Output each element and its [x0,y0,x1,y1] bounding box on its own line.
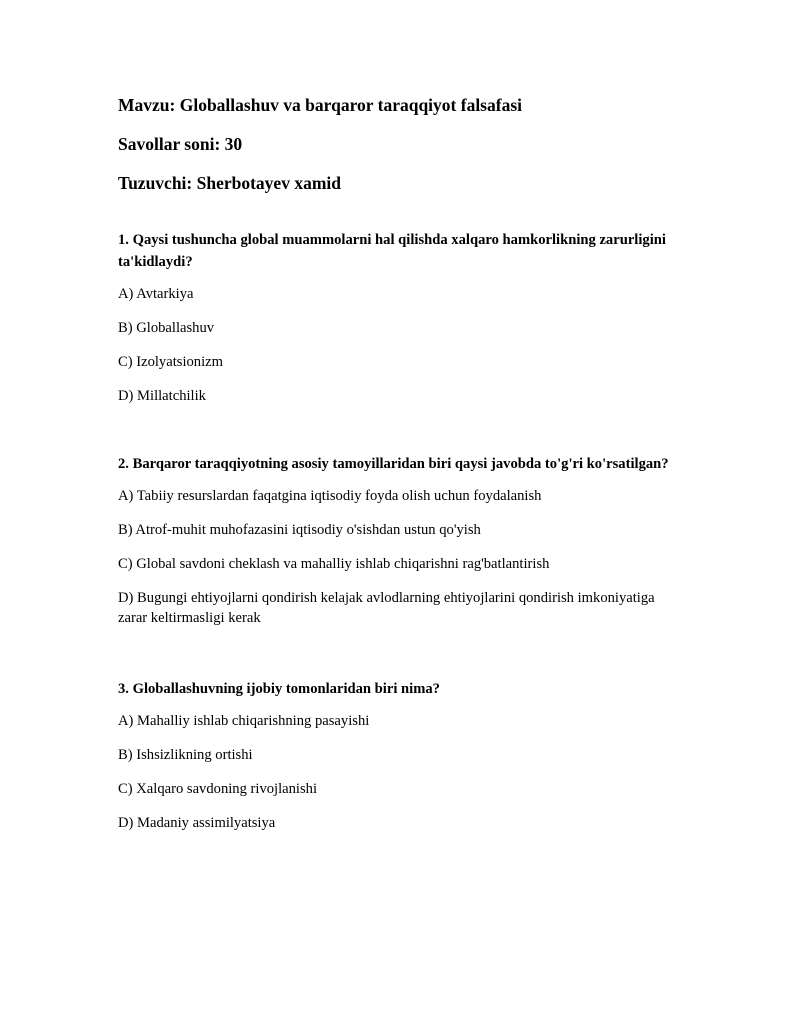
question-3 [118,678,678,833]
answer-option-c: C) Izolyatsionizm [118,354,223,370]
question-text: 1. Qaysi tushuncha global muammolarni hal qilishda xalqaro hamkorlikning zarurligini ta'kidlaydi? [118,232,666,270]
answer-option-d: D) Millatchilik [118,388,206,404]
question-2 [118,453,678,628]
answer-option-d: D) Bugungi ehtiyojlarni qondirish kelajak avlodlarning ehtiyojlarini qondirish imkoniyatiga zarar keltirmasligi kerak [118,590,655,626]
answer-option-a: A) Tabiiy resurslardan faqatgina iqtisodiy foyda olish uchun foydalanish [118,488,542,504]
answer-option-c: C) Xalqaro savdoning rivojlanishi [118,781,318,797]
answer-option-a: A) Mahalliy ishlab chiqarishning pasayishi [118,713,370,729]
answer-option-b: B) Atrof-muhit muhofazasini iqtisodiy o'sishdan ustun qo'yish [118,522,481,538]
answer-option-c: C) Global savdoni cheklash va mahalliy ishlab chiqarishni rag'batlantirish [118,556,550,572]
answer-option-b: B) Ishsizlikning ortishi [118,747,253,763]
question-1 [118,229,678,406]
question-count: Savollar soni: 30 [118,134,243,154]
answer-option-a: A) Avtarkiya [118,286,194,302]
topic-title: Mavzu: Globallashuv va barqaror taraqqiyot falsafasi [118,95,522,115]
answer-option-d: D) Madaniy assimilyatsiya [118,815,276,831]
answer-option-b: B) Globallashuv [118,320,215,336]
question-text: 3. Globallashuvning ijobiy tomonlaridan biri nima? [118,681,440,697]
author-line: Tuzuvchi: Sherbotayev xamid [118,173,341,193]
question-text: 2. Barqaror taraqqiyotning asosiy tamoyillaridan biri qaysi javobda to'g'ri ko'rsatilgan? [118,456,669,472]
document-header [118,94,678,194]
document-page [118,94,678,847]
